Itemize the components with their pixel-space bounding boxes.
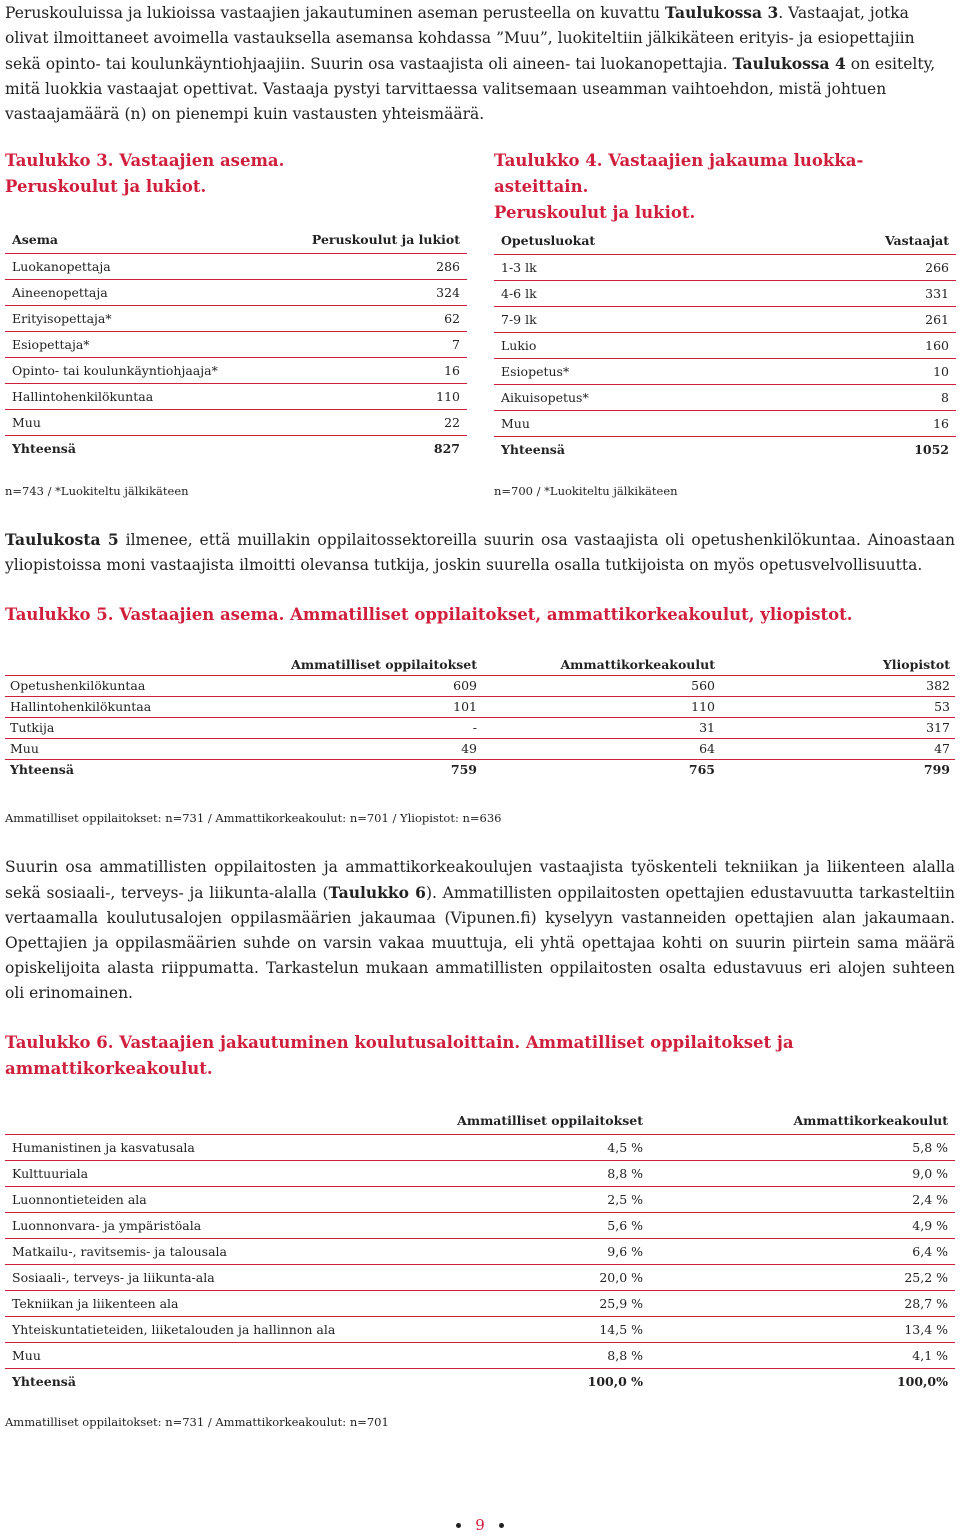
row-value: 4,9 % (643, 1212, 955, 1238)
row-value: 20,0 % (425, 1264, 643, 1290)
table-row (5, 1316, 955, 1342)
table6-caption (5, 1030, 955, 1082)
row-label: Aineenopettaja (5, 279, 272, 305)
row-value: 101 (205, 696, 477, 717)
table5 (5, 654, 955, 780)
row-label: Muu (5, 1342, 425, 1368)
table4 (494, 228, 956, 462)
row-value: 765 (688, 762, 715, 778)
table3-caption-line1: Taulukko 3. Vastaajien asema. (5, 151, 285, 170)
bullet-right-icon (499, 1523, 504, 1528)
table3-caption (5, 148, 445, 200)
table4-header-row (494, 228, 956, 254)
table-row (5, 1290, 955, 1316)
row-value: 14,5 % (425, 1316, 643, 1342)
row-label: Yhteensä (12, 1373, 76, 1389)
row-value: 827 (433, 440, 460, 456)
table-row (494, 280, 956, 306)
intro-paragraph (5, 0, 955, 127)
row-label: Muu (5, 409, 272, 435)
para3-text-1: Suurin osa ammatillisten oppilaitosten ja ammattikorkeakoulujen vastaajista työskenteli tekniikan ja liikenteen alalla sekä sosiaali-, terveys- ja liikunta-alalla ( (5, 858, 955, 902)
intro-ref-table4: Taulukossa 4 (732, 54, 846, 73)
row-value: 16 (272, 357, 467, 383)
table5-header-row (5, 654, 955, 675)
table-row (5, 1212, 955, 1238)
row-value: 324 (272, 279, 467, 305)
table6-body (5, 1134, 955, 1394)
paragraph-3 (5, 855, 955, 1006)
row-value: 100,0% (896, 1373, 948, 1389)
table-row (5, 717, 955, 738)
table6-header-row (5, 1108, 955, 1134)
intro-text-3: on esitelty, mitä luokkia vastaajat opettivat. Vastaaja pystyi tarvittaessa valitsemaan useamman vaihtoehdon, mistä johtuen vastaajamäärä (n) on pienempi kuin vastausten yhteismäärä. (5, 55, 936, 123)
para2-text: ilmenee, että muillakin oppilaitossektoreilla suurin osa vastaajista oli opetushenkilökuntaa. Ainoastaan yliopistoissa moni vastaajista ilmoitti olevansa tutkija, joskin suurella osalla tutkijoista on myös opetusvelvollisuutta. (5, 531, 956, 574)
row-label: Humanistinen ja kasvatusala (5, 1134, 425, 1160)
row-label: Yhteensä (12, 440, 76, 456)
row-value: 22 (272, 409, 467, 435)
row-value: 110 (477, 696, 715, 717)
table-row (5, 1134, 955, 1160)
table-row (5, 279, 467, 305)
intro-text-2: . Vastaajat, jotka olivat ilmoittaneet avoimella vastauksella asemansa kohdassa ”Muu”, luokiteltiin jälkikäteen erityis- ja esiopettajiin sekä opinto- tai koulunkäyntiohjaajiin. Suurin osa vastaajista oli aineen- tai luokanopettajia. (5, 4, 915, 73)
table-row (5, 675, 955, 696)
page-footer (0, 1515, 960, 1534)
row-value: 10 (765, 358, 956, 384)
row-value: 25,2 % (643, 1264, 955, 1290)
row-value: 261 (765, 306, 956, 332)
row-label: Esiopettaja* (5, 331, 272, 357)
row-value: - (205, 717, 477, 738)
row-value: 1052 (914, 441, 949, 457)
table6-note: Ammatilliset oppilaitokset: n=731 / Ammattikorkeakoulut: n=701 (5, 1415, 389, 1429)
table4-header-opetusluokat: Opetusluokat (494, 228, 765, 254)
row-value: 160 (765, 332, 956, 358)
row-label: 1-3 lk (494, 254, 765, 280)
page-number: 9 (475, 1516, 485, 1534)
table4-total-row (494, 436, 956, 462)
row-label: Tutkija (5, 717, 205, 738)
paragraph-2 (5, 527, 955, 578)
row-value: 64 (477, 738, 715, 759)
row-value: 53 (715, 696, 955, 717)
table5-caption: Taulukko 5. Vastaajien asema. Ammatilliset oppilaitokset, ammattikorkeakoulut, yliopistot. (5, 605, 853, 624)
table-row (494, 410, 956, 436)
row-label: Sosiaali-, terveys- ja liikunta-ala (5, 1264, 425, 1290)
table-row (494, 306, 956, 332)
row-value: 5,6 % (425, 1212, 643, 1238)
row-value: 8 (765, 384, 956, 410)
row-label: Muu (494, 410, 765, 436)
row-value: 5,8 % (643, 1134, 955, 1160)
row-value: 9,6 % (425, 1238, 643, 1264)
table4-caption-line2: Peruskoulut ja lukiot. (494, 203, 696, 222)
row-label: Matkailu-, ravitsemis- ja talousala (5, 1238, 425, 1264)
row-value: 609 (205, 675, 477, 696)
table6-caption-line1: Taulukko 6. Vastaajien jakautuminen koulutusaloittain. Ammatilliset oppilaitokset ja (5, 1033, 794, 1052)
table-row (494, 384, 956, 410)
table5-header-yliopistot: Yliopistot (715, 654, 955, 675)
row-label: Erityisopettaja* (5, 305, 272, 331)
table3-body (5, 253, 467, 461)
table-row (494, 254, 956, 280)
intro-text-1: Peruskouluissa ja lukioissa vastaajien jakautuminen aseman perusteella on kuvattu (5, 4, 665, 22)
row-label: Esiopetus* (494, 358, 765, 384)
row-label: 4-6 lk (494, 280, 765, 306)
table3 (5, 227, 467, 461)
table-row (5, 305, 467, 331)
row-label: Hallintohenkilökuntaa (5, 696, 205, 717)
table3-header-asema: Asema (5, 227, 272, 253)
row-value: 4,5 % (425, 1134, 643, 1160)
row-value: 28,7 % (643, 1290, 955, 1316)
table-row (5, 1264, 955, 1290)
row-value: 6,4 % (643, 1238, 955, 1264)
table6-caption-line2: ammattikorkeakoulut. (5, 1059, 213, 1078)
table-row (5, 253, 467, 279)
row-label: Tekniikan ja liikenteen ala (5, 1290, 425, 1316)
table-row (5, 738, 955, 759)
row-label: Luonnonvara- ja ympäristöala (5, 1212, 425, 1238)
row-value: 8,8 % (425, 1160, 643, 1186)
row-value: 382 (715, 675, 955, 696)
para2-ref-table5: Taulukosta 5 (5, 530, 119, 549)
row-label: Kulttuuriala (5, 1160, 425, 1186)
row-value: 49 (205, 738, 477, 759)
table6-header-ammatilliset: Ammatilliset oppilaitokset (425, 1108, 643, 1134)
row-value: 7 (272, 331, 467, 357)
table-row (5, 1238, 955, 1264)
row-value: 317 (715, 717, 955, 738)
table4-note: n=700 / *Luokiteltu jälkikäteen (494, 484, 678, 498)
row-label: Luonnontieteiden ala (5, 1186, 425, 1212)
row-label: Yhteiskuntatieteiden, liiketalouden ja hallinnon ala (5, 1316, 425, 1342)
table-row (5, 1186, 955, 1212)
row-value: 9,0 % (643, 1160, 955, 1186)
table6-header-empty (5, 1108, 425, 1134)
row-label: 7-9 lk (494, 306, 765, 332)
row-label: Luokanopettaja (5, 253, 272, 279)
table6 (5, 1108, 955, 1394)
para3-ref-table6: Taulukko 6 (328, 883, 426, 902)
row-label: Opetushenkilökuntaa (5, 675, 205, 696)
table4-caption (494, 148, 954, 226)
intro-ref-table3: Taulukossa 3 (664, 3, 779, 22)
table3-note: n=743 / *Luokiteltu jälkikäteen (5, 484, 189, 498)
table3-header-row (5, 227, 467, 253)
row-label: Hallintohenkilökuntaa (5, 383, 272, 409)
table4-body (494, 254, 956, 462)
table6-total-row (5, 1368, 955, 1394)
table5-body (5, 675, 955, 780)
para3-text-2: ). Ammatillisten oppilaitosten opettajien edustavuutta tarkasteltiin vertaamalla koulutusalojen oppilasmäärien jakaumaa (Vipunen.fi) kyselyyn vastanneiden opettajien alan jakaumaan. Opettajien ja oppilasmäärien suhde on varsin vakaa muuttuja, eli yhtä opettajaa kohti on suurin piirtein sama määrä opiskelijoita alasta riippumatta. Tarkastelun mukaan ammatillisten oppilaitosten osalta edustavuus eri alojen suhteen oli erinomainen. (5, 884, 955, 1002)
row-value: 31 (477, 717, 715, 738)
table3-total-row (5, 435, 467, 461)
row-value: 62 (272, 305, 467, 331)
table-row (5, 383, 467, 409)
row-value: 799 (923, 762, 950, 778)
row-label: Yhteensä (501, 441, 565, 457)
table5-header-amk: Ammattikorkeakoulut (477, 654, 715, 675)
table6-header-amk: Ammattikorkeakoulut (643, 1108, 955, 1134)
table5-total-row (5, 759, 955, 780)
row-label: Aikuisopetus* (494, 384, 765, 410)
row-label: Muu (5, 738, 205, 759)
row-value: 560 (477, 675, 715, 696)
row-value: 25,9 % (425, 1290, 643, 1316)
row-label: Yhteensä (10, 762, 74, 778)
row-value: 47 (715, 738, 955, 759)
row-value: 2,4 % (643, 1186, 955, 1212)
row-value: 286 (272, 253, 467, 279)
row-value: 16 (765, 410, 956, 436)
table5-header-empty (5, 654, 205, 675)
row-value: 759 (450, 762, 477, 778)
table-row (494, 332, 956, 358)
row-value: 13,4 % (643, 1316, 955, 1342)
row-value: 2,5 % (425, 1186, 643, 1212)
table-row (5, 357, 467, 383)
bullet-left-icon (456, 1523, 461, 1528)
table5-header-ammatilliset: Ammatilliset oppilaitokset (205, 654, 477, 675)
table4-caption-line1: Taulukko 4. Vastaajien jakauma luokka-asteittain. (494, 151, 864, 196)
table3-caption-line2: Peruskoulut ja lukiot. (5, 177, 207, 196)
row-label: Lukio (494, 332, 765, 358)
table-row (5, 696, 955, 717)
table-row (5, 1160, 955, 1186)
table3-header-value: Peruskoulut ja lukiot (272, 227, 467, 253)
table-row (5, 409, 467, 435)
row-value: 110 (272, 383, 467, 409)
row-value: 266 (765, 254, 956, 280)
row-value: 8,8 % (425, 1342, 643, 1368)
row-label: Opinto- tai koulunkäyntiohjaaja* (5, 357, 272, 383)
table-row (494, 358, 956, 384)
row-value: 4,1 % (643, 1342, 955, 1368)
table4-header-vastaajat: Vastaajat (765, 228, 956, 254)
table-row (5, 1342, 955, 1368)
row-value: 331 (765, 280, 956, 306)
table-row (5, 331, 467, 357)
table5-note: Ammatilliset oppilaitokset: n=731 / Ammattikorkeakoulut: n=701 / Yliopistot: n=636 (5, 811, 502, 825)
row-value: 100,0 % (587, 1373, 643, 1389)
